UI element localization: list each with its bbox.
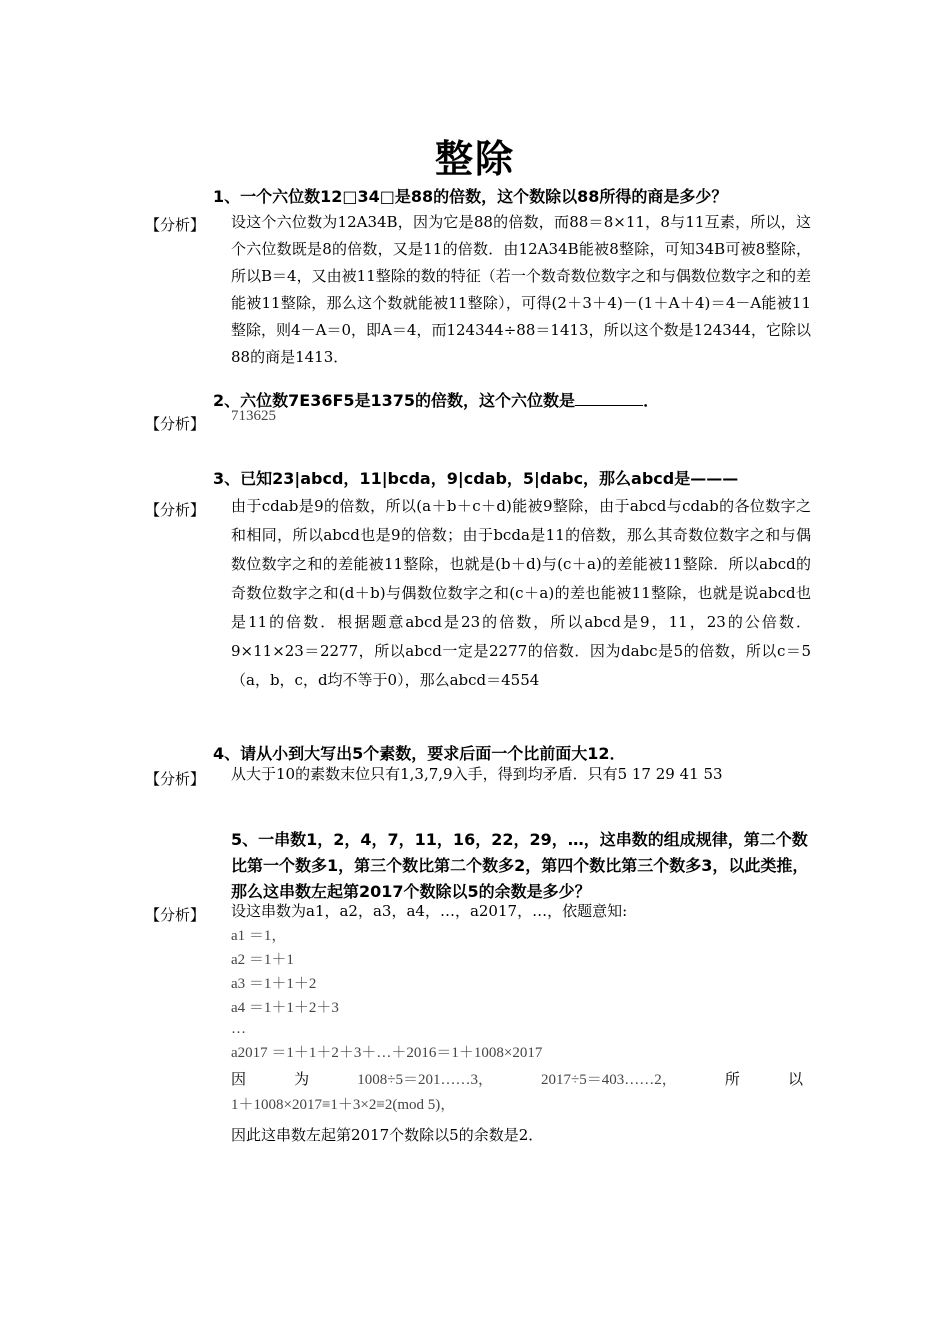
step-4: a4 ＝1＋1＋2＋3	[231, 1000, 339, 1016]
analysis-1: 设这个六位数为12A34B，因为它是88的倍数，而88＝8×11，8与11互素，所以，这个六位数既是8的倍数，又是11的倍数．由12A34B能被8整除，可知34B可被8整除，所以B＝4，又由被11整除的数的特征（若一个数奇数位数字之和与偶数位数字之和的差能被11整除，那么这个数就能被11整除），可得(2＋3＋4)－(1＋A＋4)＝4－A能被11整除，则4－A＝0，即A＝4，而124344÷88＝1413，所以这个数是124344，它除以88的商是1413．	[231, 213, 811, 366]
because-word-1: 因	[231, 1070, 247, 1088]
because-calc-1: 1008÷5＝201……3，	[357, 1072, 493, 1088]
mod-line: 1＋1008×2017≡1＋3×2≡2(mod 5)，	[231, 1097, 456, 1113]
question-2	[213, 388, 659, 411]
step-ellipsis: …	[231, 1021, 246, 1037]
conclusion: 因此这串数左起第2017个数除以5的余数是2．	[231, 1126, 544, 1144]
analysis-tag-3: 【分析】	[145, 501, 206, 519]
analysis-tag-4: 【分析】	[145, 770, 206, 788]
analysis-tag-1: 【分析】	[145, 216, 206, 234]
question-2-text: 2、六位数7E36F5是1375的倍数，这个六位数是	[213, 391, 576, 410]
question-1: 1、一个六位数12□34□是88的倍数，这个数除以88所得的商是多少？	[213, 187, 728, 206]
step-1: a1 ＝1，	[231, 928, 287, 944]
analysis-5-intro: 设这串数为a1，a2，a3，a4，…，a2017，…，依题意知:	[231, 902, 628, 920]
analysis-tag-5: 【分析】	[145, 906, 206, 924]
analysis-2: 713625	[231, 408, 276, 424]
because-word-2: 为	[294, 1070, 310, 1088]
because-word-4: 以	[787, 1070, 803, 1088]
analysis-4: 从大于10的素数末位只有1,3,7,9入手，得到均矛盾．只有5 17 29 41 53	[231, 765, 723, 783]
because-word-3: 所	[724, 1070, 740, 1088]
analysis-3: 由于cdab是9的倍数，所以(a＋b＋c＋d)能被9整除，由于abcd与cdab的各位数字之和相同，所以abcd也是9的倍数；由于bcda是11的倍数，那么其奇数位数字之和与偶数位数字之和的差能被11整除，也就是(b＋d)与(c＋a)的差能被11整除．所以abcd的奇数位数字之和(d＋b)与偶数位数字之和(c＋a)的差也能被11整除，也就是说abcd也是11的倍数．根据题意abcd是23的倍数，所以abcd是9，11，23的公倍数．9×11×23＝2277，所以abcd一定是2277的倍数．因为dabc是5的倍数，所以c＝5（a，b，c，d均不等于0），那么abcd＝4554	[231, 497, 811, 689]
because-line	[231, 1068, 803, 1089]
step-2: a2 ＝1＋1	[231, 952, 294, 968]
step-2017: a2017 ＝1＋1＋2＋3＋…＋2016＝1＋1008×2017	[231, 1045, 543, 1061]
analysis-tag-2: 【分析】	[145, 415, 206, 433]
because-calc-2: 2017÷5＝403……2，	[541, 1072, 677, 1088]
step-3: a3 ＝1＋1＋2	[231, 976, 317, 992]
question-3: 3、已知23|abcd，11|bcda，9|cdab，5|dabc，那么abcd是———	[213, 469, 739, 488]
question-4: 4、请从小到大写出5个素数，要求后面一个比前面大12．	[213, 744, 626, 763]
question-2-end: ．	[643, 391, 660, 410]
answer-blank	[575, 391, 643, 406]
question-5: 5、一串数1，2，4，7，11，16，22，29，…，这串数的组成规律，第二个数比第一个数多1，第三个数比第二个数多2，第四个数比第三个数多3，以此类推，那么这串数左起第2017个数除以5的余数是多少？	[231, 830, 809, 901]
page-title: 整除	[434, 136, 515, 181]
